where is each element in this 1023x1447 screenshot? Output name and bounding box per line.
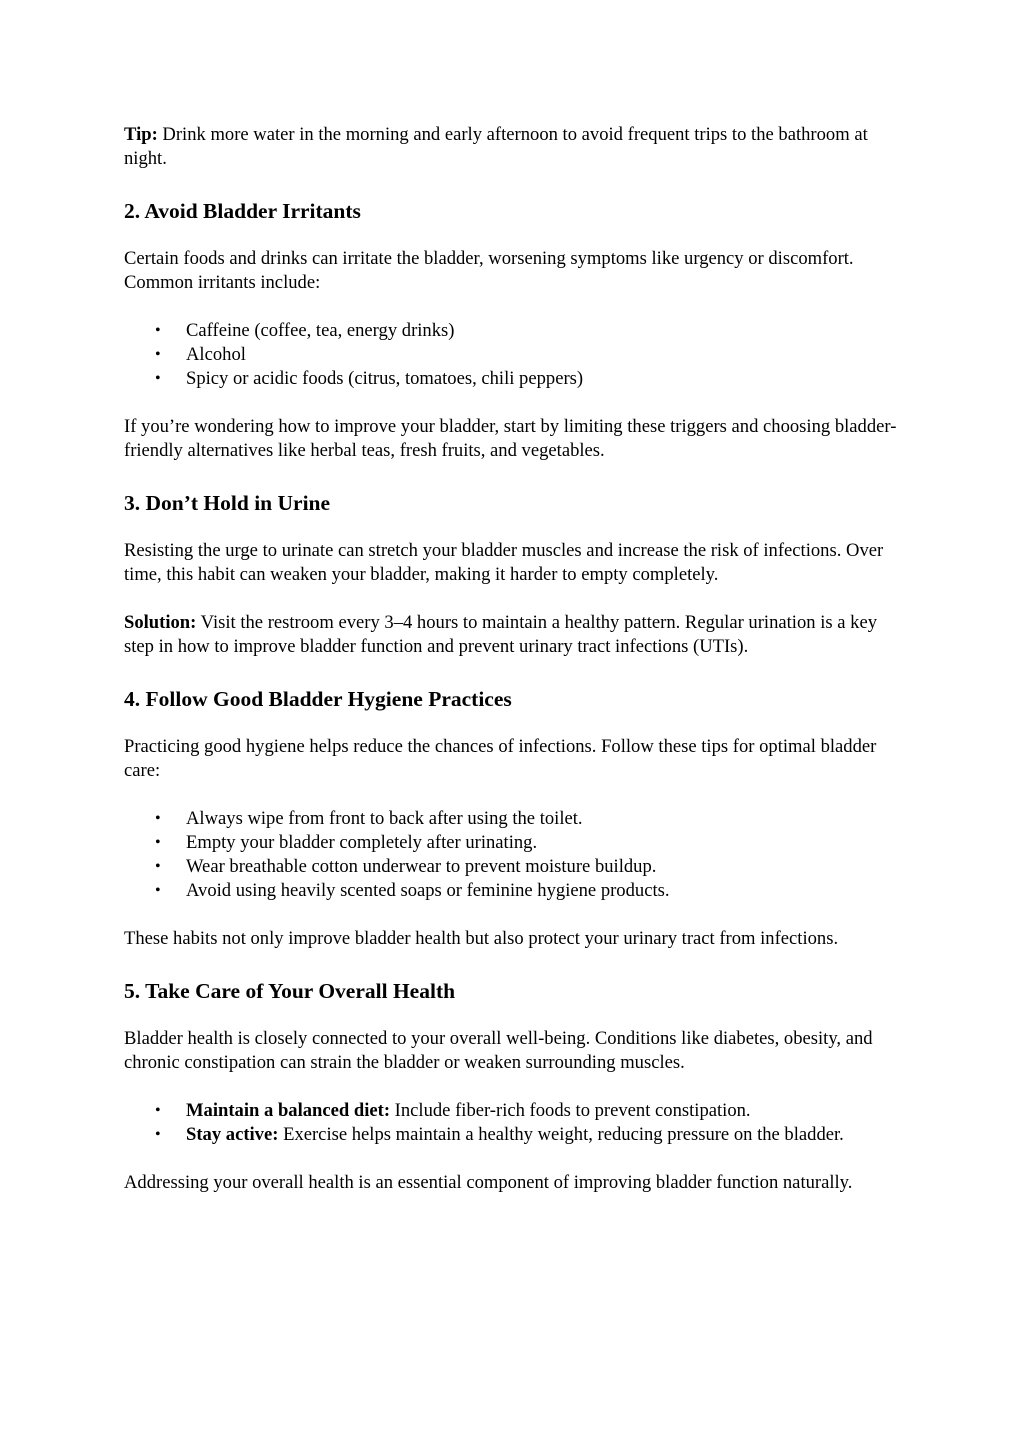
list-item: • Caffeine (coffee, tea, energy drinks) (124, 319, 899, 343)
section4-outro: These habits not only improve bladder health but also protect your urinary tract from infections. (124, 928, 839, 949)
section-heading-overall-health: 5. Take Care of Your Overall Health (124, 979, 456, 1003)
section2-intro: Certain foods and drinks can irritate the bladder, worsening symptoms like urgency or discomfort. Common irritants include: (124, 248, 854, 293)
section5-intro: Bladder health is closely connected to your overall well-being. Conditions like diabetes, obesity, and chronic constipation can strain the bladder or weaken surrounding muscles. (124, 1028, 873, 1073)
list-item-text: Include fiber-rich foods to prevent constipation. (390, 1100, 751, 1121)
tip-paragraph (124, 123, 899, 171)
list-item-label: Maintain a balanced diet: (186, 1100, 391, 1121)
list-item: • Spicy or acidic foods (citrus, tomatoes, chili peppers) (124, 367, 899, 391)
list-item-label: Stay active: (186, 1124, 279, 1145)
solution-paragraph (124, 611, 899, 659)
section-heading-dont-hold-urine: 3. Don’t Hold in Urine (124, 491, 331, 515)
section-heading-hygiene: 4. Follow Good Bladder Hygiene Practices (124, 687, 512, 711)
section5-outro: Addressing your overall health is an essential component of improving bladder function naturally. (124, 1172, 853, 1193)
hygiene-list (124, 807, 899, 903)
irritants-list (124, 319, 899, 391)
tip-text: Drink more water in the morning and early afternoon to avoid frequent trips to the bathroom at night. (124, 124, 868, 169)
list-item: • Empty your bladder completely after urinating. (124, 831, 899, 855)
health-list (124, 1099, 899, 1147)
document-page (124, 123, 899, 1195)
list-item (124, 1123, 899, 1147)
section-heading-avoid-irritants: 2. Avoid Bladder Irritants (124, 199, 361, 223)
list-item: • Alcohol (124, 343, 899, 367)
section2-outro: If you’re wondering how to improve your bladder, start by limiting these triggers and choosing bladder-friendly alternatives like herbal teas, fresh fruits, and vegetables. (124, 416, 897, 461)
solution-text: Visit the restroom every 3–4 hours to maintain a healthy pattern. Regular urination is a key step in how to improve bladder function and prevent urinary tract infections (UTIs). (124, 612, 878, 657)
list-item-text: Exercise helps maintain a healthy weight, reducing pressure on the bladder. (278, 1124, 844, 1145)
section3-body: Resisting the urge to urinate can stretch your bladder muscles and increase the risk of infections. Over time, this habit can weaken your bladder, making it harder to empty completely. (124, 540, 884, 585)
list-item: • Wear breathable cotton underwear to prevent moisture buildup. (124, 855, 899, 879)
list-item: • Avoid using heavily scented soaps or feminine hygiene products. (124, 879, 899, 903)
section4-intro: Practicing good hygiene helps reduce the chances of infections. Follow these tips for optimal bladder care: (124, 736, 877, 781)
list-item (124, 1099, 899, 1123)
tip-label: Tip: (124, 124, 158, 145)
solution-label: Solution: (124, 612, 197, 633)
list-item: • Always wipe from front to back after using the toilet. (124, 807, 899, 831)
